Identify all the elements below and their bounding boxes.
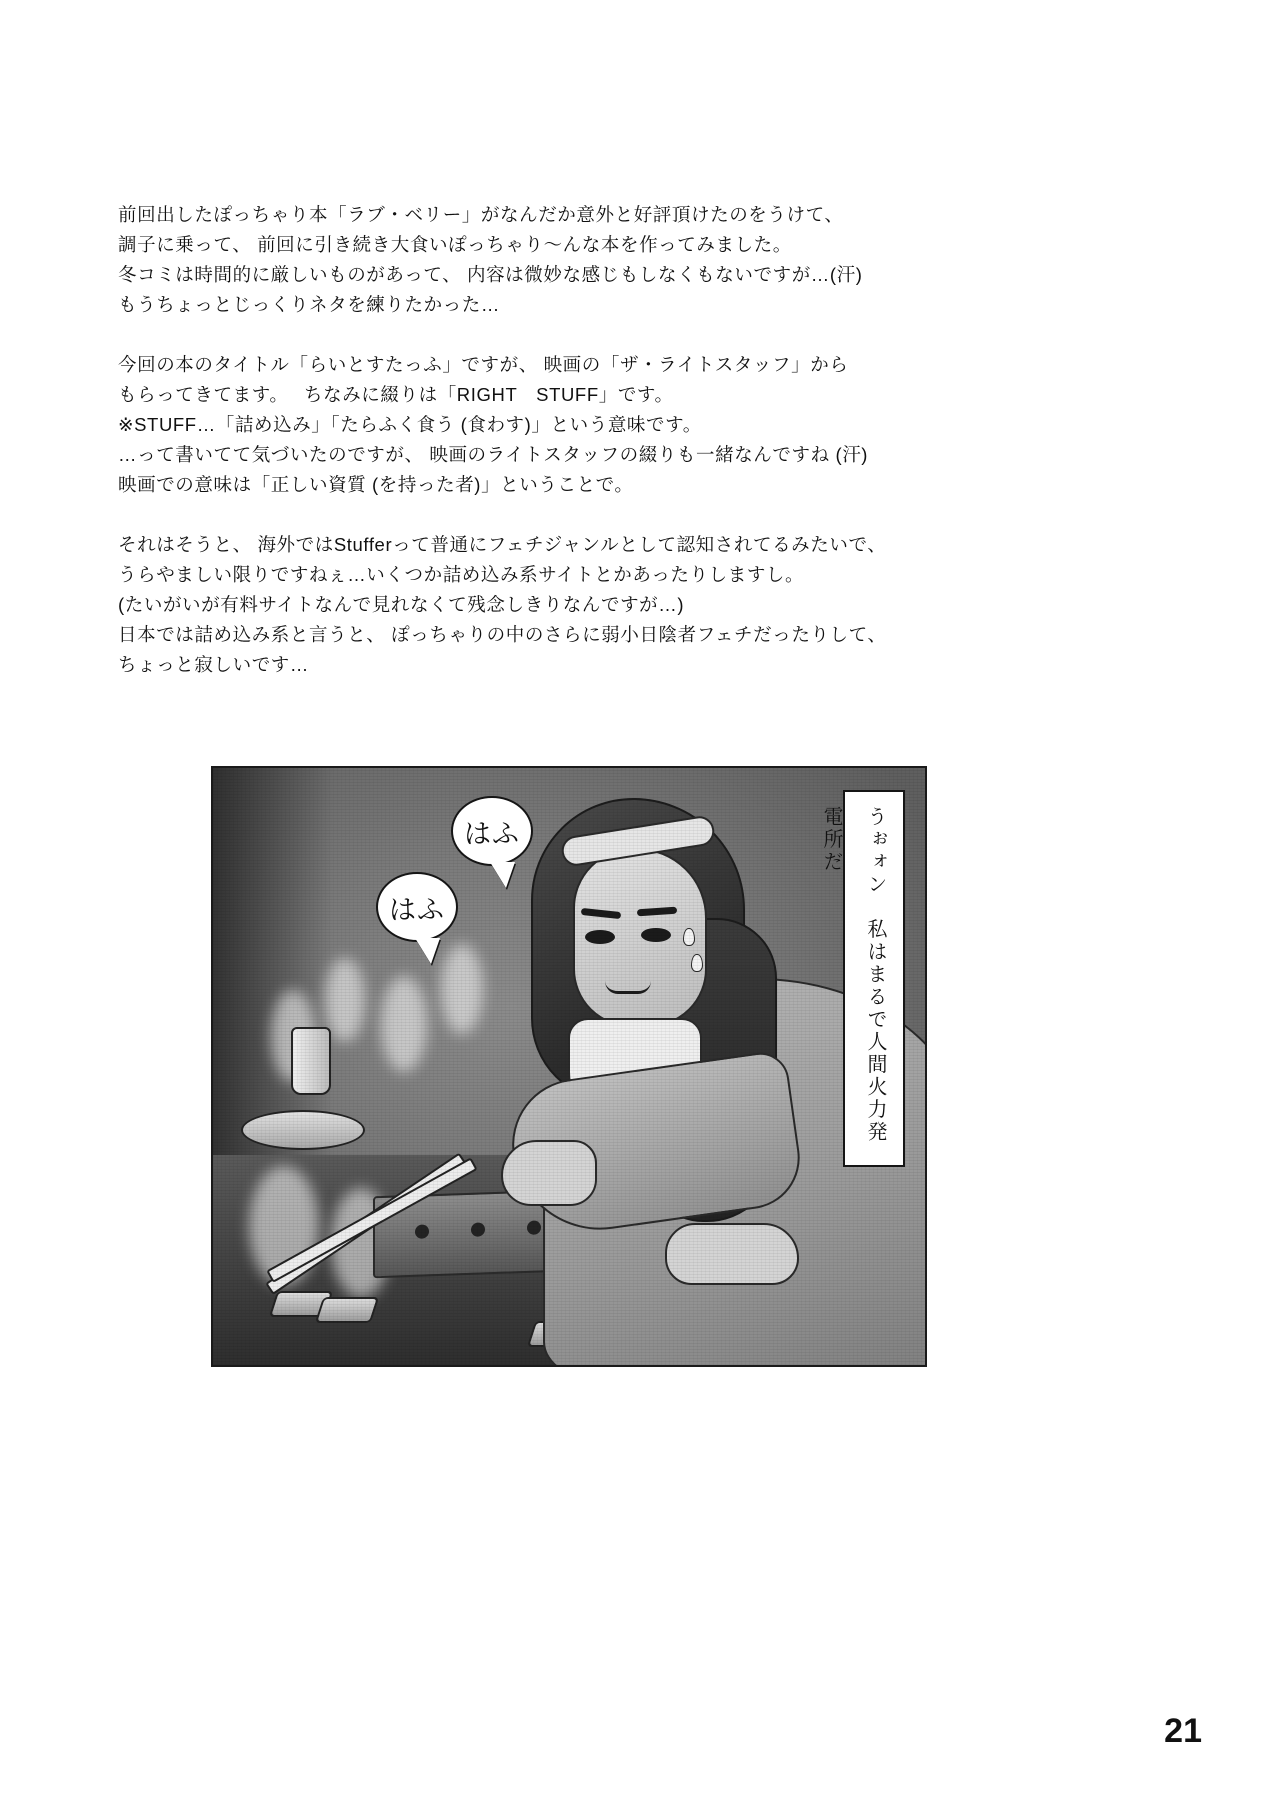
afterword-paragraph-1	[118, 200, 1178, 320]
speech-bubble-hafu-1: はふ	[451, 796, 533, 866]
afterword-line: (たいがいが有料サイトなんで見れなくて残念しきりなんですが…)	[118, 594, 685, 615]
afterword-line: 今回の本のタイトル「らいとすたっふ」ですが、 映画の「ザ・ライトスタッフ」から	[118, 354, 849, 375]
afterword-paragraph-3	[118, 530, 1178, 680]
caption-box-vertical: うぉォン 私はまるで人間火力発電所だ	[843, 790, 905, 1167]
afterword-text-block	[118, 200, 1178, 680]
manga-panel	[211, 766, 927, 1367]
afterword-paragraph-2	[118, 350, 1178, 500]
afterword-line: ちょっと寂しいです…	[118, 654, 310, 675]
afterword-line: もうちょっとじっくりネタを練りたかった…	[118, 294, 501, 315]
afterword-line: 前回出したぽっちゃり本「ラブ・ベリー」がなんだか意外と好評頂けたのをうけて、	[118, 204, 844, 225]
afterword-line: 冬コミは時間的に厳しいものがあって、 内容は微妙な感じもしなくもないですが…(汗)	[118, 264, 863, 285]
afterword-line: 調子に乗って、 前回に引き続き大食いぽっちゃり〜んな本を作ってみました。	[118, 234, 792, 255]
afterword-line: 日本では詰め込み系と言うと、 ぽっちゃりの中のさらに弱小日陰者フェチだったりして、	[118, 624, 887, 645]
afterword-line: もらってきてます。 ちなみに綴りは「RIGHT STUFF」です。	[118, 384, 674, 405]
afterword-line: 映画での意味は「正しい資質 (を持った者)」ということで。	[118, 474, 634, 495]
page-number: 21	[1164, 1712, 1202, 1750]
afterword-line: それはそうと、 海外ではStufferって普通にフェチジャンルとして認知されてるみたいで、	[118, 534, 887, 555]
afterword-line: ※STUFF…「詰め込み」「たらふく食う (食わす)」という意味です。	[118, 414, 702, 435]
speech-bubble-hafu-2: はふ	[376, 872, 458, 942]
afterword-line: …って書いてて気づいたのですが、 映画のライトスタッフの綴りも一緒なんですね (汗)	[118, 444, 869, 465]
afterword-line: うらやましい限りですねぇ…いくつか詰め込み系サイトとかあったりしますし。	[118, 564, 805, 585]
